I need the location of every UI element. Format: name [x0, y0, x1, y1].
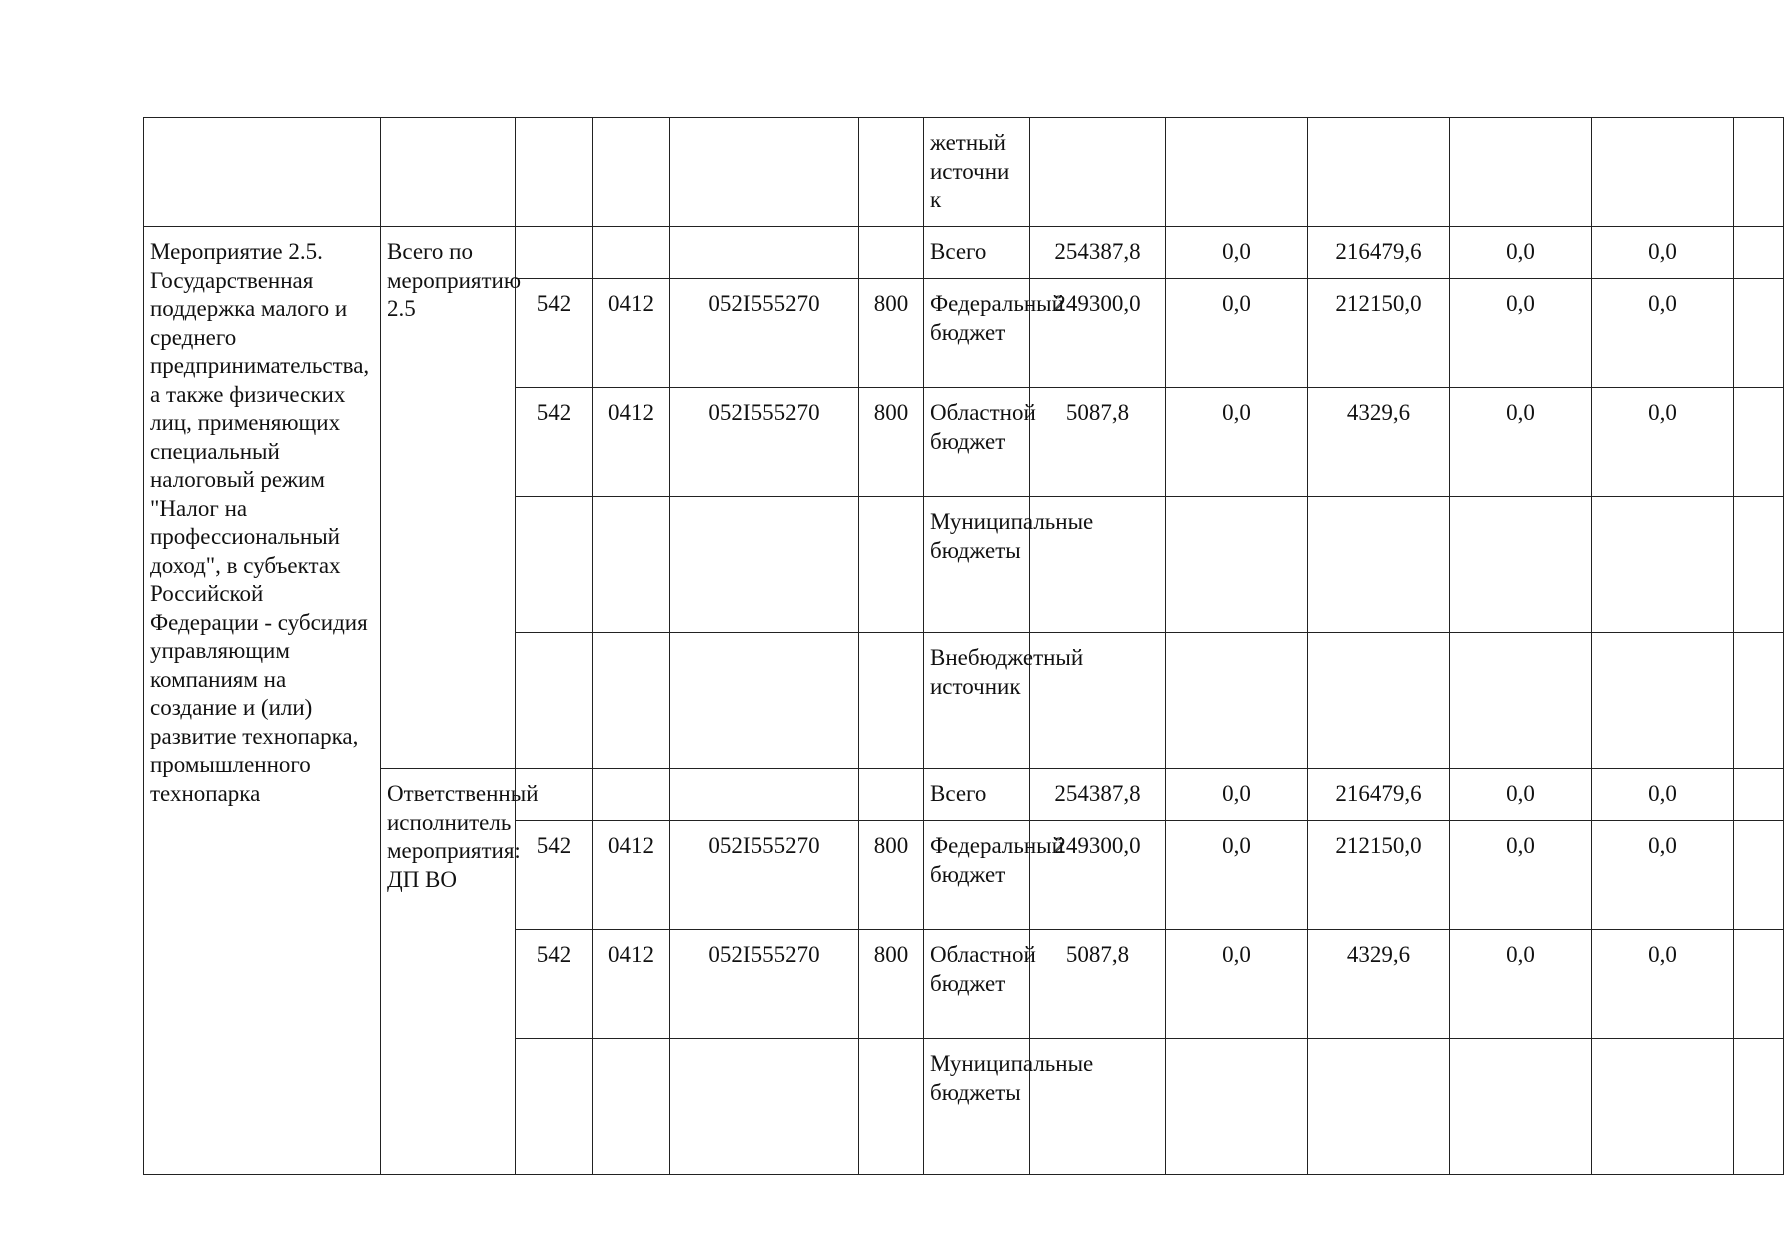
value-cell: 216479,6	[1308, 769, 1450, 821]
source-cell: Муниципальные бюджеты	[924, 1039, 1030, 1175]
value-cell	[1030, 118, 1166, 227]
value-cell: 4329,6	[1308, 930, 1450, 1039]
value-cell	[1450, 118, 1592, 227]
value-cell: 0,0	[1166, 227, 1308, 279]
value-cell: 0,0	[1592, 769, 1734, 821]
executor-cell-empty	[381, 118, 516, 227]
rz-cell	[593, 497, 670, 633]
group-executor-label-cell: Ответственный исполнитель мероприятия: ДП ВО	[381, 769, 516, 1175]
value-cell: 0,0	[1450, 279, 1592, 388]
value-cell: 0,0	[1166, 388, 1308, 497]
value-cell	[1166, 1039, 1308, 1175]
vr-cell	[859, 633, 924, 769]
value-cell	[1734, 821, 1784, 930]
source-cell: Областной бюджет	[924, 388, 1030, 497]
grbs-cell	[516, 633, 593, 769]
value-cell	[1450, 633, 1592, 769]
csr-cell	[670, 769, 859, 821]
value-cell	[1734, 279, 1784, 388]
source-cell: Федеральный бюджет	[924, 279, 1030, 388]
value-cell: 0,0	[1450, 388, 1592, 497]
csr-cell: 052I555270	[670, 279, 859, 388]
table-row-continuation	[144, 118, 1784, 227]
value-cell	[1166, 497, 1308, 633]
rz-cell: 0412	[593, 279, 670, 388]
table-row	[144, 769, 1784, 821]
csr-cell: 052I555270	[670, 930, 859, 1039]
value-cell	[1308, 118, 1450, 227]
rz-cell	[593, 118, 670, 227]
event-name-cell: Мероприятие 2.5. Государственная поддержка малого и среднего предпринимательства, а также физических лиц, применяющих специальный налоговый режим "Налог на профессиональный доход", в субъектах Российской Федерации - субсидия управляющим компаниям на создание и (или) развитие технопарка, промышленного технопарка	[144, 227, 381, 1175]
rz-cell	[593, 227, 670, 279]
vr-cell: 800	[859, 821, 924, 930]
csr-cell	[670, 227, 859, 279]
source-cell: Федеральный бюджет	[924, 821, 1030, 930]
value-cell	[1308, 633, 1450, 769]
value-cell	[1734, 497, 1784, 633]
value-cell: 0,0	[1166, 769, 1308, 821]
value-cell	[1592, 118, 1734, 227]
value-cell	[1166, 118, 1308, 227]
source-cell: Всего	[924, 227, 1030, 279]
table-body	[144, 118, 1784, 1175]
vr-cell	[859, 118, 924, 227]
csr-cell	[670, 633, 859, 769]
grbs-cell: 542	[516, 930, 593, 1039]
value-cell	[1308, 497, 1450, 633]
value-cell	[1166, 633, 1308, 769]
csr-cell	[670, 497, 859, 633]
value-cell	[1308, 1039, 1450, 1175]
value-cell: 5087,8	[1030, 388, 1166, 497]
value-cell	[1592, 1039, 1734, 1175]
value-cell	[1450, 1039, 1592, 1175]
value-cell: 216479,6	[1308, 227, 1450, 279]
value-cell	[1734, 769, 1784, 821]
value-cell: 0,0	[1592, 279, 1734, 388]
value-cell	[1734, 118, 1784, 227]
vr-cell: 800	[859, 930, 924, 1039]
vr-cell	[859, 769, 924, 821]
vr-cell	[859, 497, 924, 633]
value-cell: 0,0	[1166, 930, 1308, 1039]
value-cell: 0,0	[1450, 769, 1592, 821]
value-cell	[1734, 930, 1784, 1039]
rz-cell	[593, 1039, 670, 1175]
grbs-cell	[516, 227, 593, 279]
vr-cell	[859, 1039, 924, 1175]
value-cell: 0,0	[1592, 821, 1734, 930]
grbs-cell	[516, 497, 593, 633]
value-cell: 254387,8	[1030, 769, 1166, 821]
value-cell	[1734, 227, 1784, 279]
source-cell: Внебюджетный источник	[924, 633, 1030, 769]
grbs-cell: 542	[516, 388, 593, 497]
grbs-cell: 542	[516, 279, 593, 388]
value-cell: 0,0	[1450, 227, 1592, 279]
csr-cell	[670, 1039, 859, 1175]
rz-cell	[593, 633, 670, 769]
value-cell: 0,0	[1166, 279, 1308, 388]
rz-cell	[593, 769, 670, 821]
value-cell: 212150,0	[1308, 279, 1450, 388]
value-cell: 0,0	[1166, 821, 1308, 930]
value-cell: 212150,0	[1308, 821, 1450, 930]
value-cell	[1734, 1039, 1784, 1175]
value-cell: 249300,0	[1030, 279, 1166, 388]
value-cell	[1592, 633, 1734, 769]
value-cell	[1450, 497, 1592, 633]
value-cell: 0,0	[1450, 930, 1592, 1039]
value-cell: 0,0	[1450, 821, 1592, 930]
csr-cell: 052I555270	[670, 821, 859, 930]
budget-table	[143, 117, 1784, 1175]
source-cell: Всего	[924, 769, 1030, 821]
group-total-label-cell: Всего по мероприятию 2.5	[381, 227, 516, 769]
vr-cell: 800	[859, 388, 924, 497]
vr-cell	[859, 227, 924, 279]
rz-cell: 0412	[593, 821, 670, 930]
event-cell-empty	[144, 118, 381, 227]
value-cell: 4329,6	[1308, 388, 1450, 497]
csr-cell	[670, 118, 859, 227]
value-cell	[1734, 388, 1784, 497]
value-cell: 0,0	[1592, 930, 1734, 1039]
source-cell: жетный источни к	[924, 118, 1030, 227]
grbs-cell	[516, 1039, 593, 1175]
table-row	[144, 227, 1784, 279]
vr-cell: 800	[859, 279, 924, 388]
value-cell: 254387,8	[1030, 227, 1166, 279]
value-cell	[1734, 633, 1784, 769]
source-cell: Муниципальные бюджеты	[924, 497, 1030, 633]
grbs-cell	[516, 118, 593, 227]
value-cell: 5087,8	[1030, 930, 1166, 1039]
csr-cell: 052I555270	[670, 388, 859, 497]
grbs-cell: 542	[516, 821, 593, 930]
source-cell: Областной бюджет	[924, 930, 1030, 1039]
value-cell	[1592, 497, 1734, 633]
value-cell: 249300,0	[1030, 821, 1166, 930]
value-cell: 0,0	[1592, 388, 1734, 497]
value-cell: 0,0	[1592, 227, 1734, 279]
rz-cell: 0412	[593, 930, 670, 1039]
rz-cell: 0412	[593, 388, 670, 497]
